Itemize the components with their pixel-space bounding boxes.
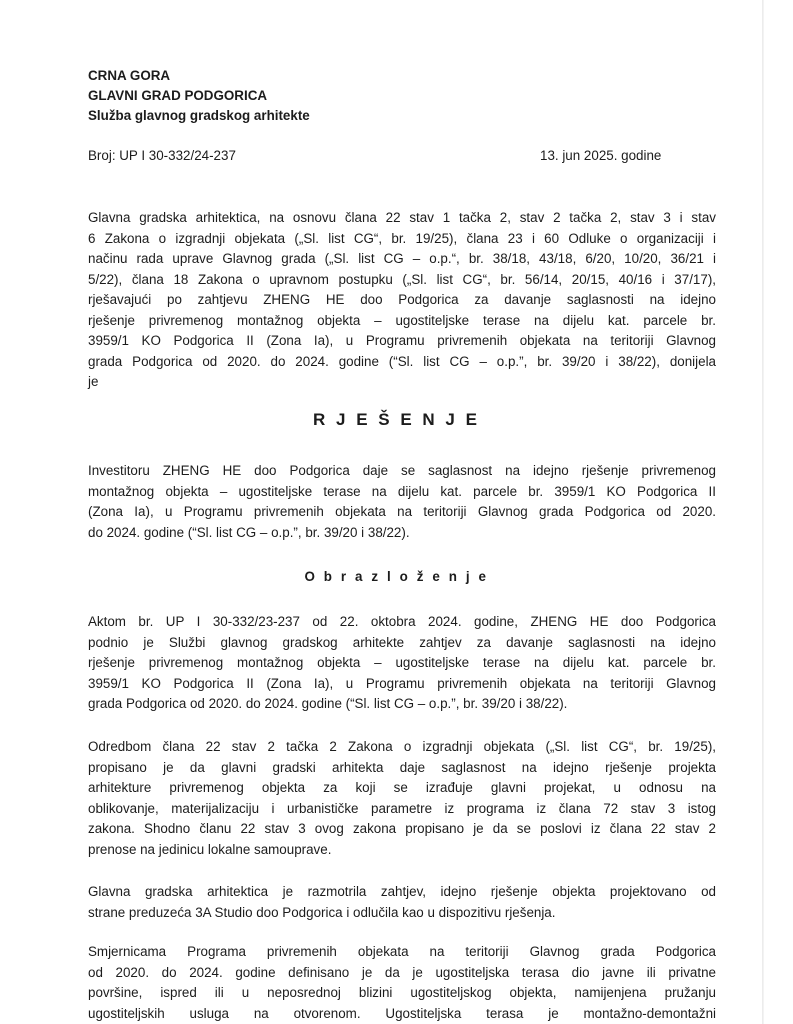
text-line: Smjernicama Programa privremenih objekata na teritoriji Glavnog grada Podgorica xyxy=(88,944,716,959)
reference-number: Broj: UP I 30-332/24-237 xyxy=(88,148,236,163)
intro-paragraph xyxy=(88,208,716,393)
text-line: ugostiteljskih usluga na otvorenom. Ugostiteljska terasa je montažno-demontažni xyxy=(88,1005,716,1021)
text-line: načinu rada uprave Glavnog grada („Sl. list CG – o.p.“, br. 38/18, 43/18, 6/20, 10/20, 36/21 i xyxy=(88,251,716,266)
text-line: arhitekture privremenog objekta za koji se izrađuje glavni projekat, u odnosu na xyxy=(88,780,716,795)
text-line: oblikovanje, materijalizaciju i urbanističke parametre iz programa iz člana 72 stav 3 istog xyxy=(88,800,716,816)
text-line: strane preduzeća 3A Studio doo Podgorica i odlučila kao u dispozitivu rješenja. xyxy=(88,904,556,920)
text-line: 3959/1 KO Podgorica II (Zona Ia), u Programu privremenih objekata na teritoriji Glavnog xyxy=(88,333,716,348)
text-line: rješenje privremenog montažnog objekta – ugostiteljske terase na dijelu kat. parcele br. xyxy=(88,655,716,670)
decision-title: R J E Š E N J E xyxy=(313,410,480,429)
reasoning-paragraph-2 xyxy=(88,737,716,860)
decision-paragraph xyxy=(88,461,716,543)
header-office: Služba glavnog gradskog arhitekte xyxy=(88,108,310,123)
text-line: (Zona Ia), u Programu privremenih objekata na teritoriji Glavnog grada Podgorica od 2020. xyxy=(88,504,716,519)
text-line: Glavna gradska arhitektica, na osnovu člana 22 stav 1 tačka 2, stav 2 tačka 2, stav 3 i stav xyxy=(88,210,716,225)
header-country: CRNA GORA xyxy=(88,68,171,83)
text-line: do 2024. godine (“Sl. list CG – o.p.”, br. 39/20 i 38/22). xyxy=(88,524,410,540)
text-line: grada Podgorica od 2020. do 2024. godine (“Sl. list CG – o.p.”, br. 39/20 i 38/22), donijela xyxy=(88,353,716,369)
text-line: propisano je da glavni gradski arhitekta daje saglasnost na idejno rješenje projekta xyxy=(88,759,716,775)
text-line: podnio je Službi glavnog gradskog arhitekte zahtjev za davanje saglasnosti na idejno xyxy=(88,634,716,650)
text-line: rješavajući po zahtjevu ZHENG HE doo Podgorica za davanje saglasnosti na idejno xyxy=(88,292,716,307)
header-city: GLAVNI GRAD PODGORICA xyxy=(88,88,268,103)
text-line: Glavna gradska arhitektica je razmotrila zahtjev, idejno rješenje objekta projektovano od xyxy=(88,884,716,899)
text-line: 3959/1 KO Podgorica II (Zona Ia), u Programu privremenih objekata na teritoriji Glavnog xyxy=(88,675,716,691)
text-line: površine, ispred ili u neposrednoj blizini ugostiteljskog objekta, namijenjena pružanju xyxy=(88,985,716,1000)
reasoning-title: O b r a z l o ž e n j e xyxy=(304,569,489,584)
document-date: 13. jun 2025. godine xyxy=(540,148,662,163)
text-line: zakona. Shodno članu 22 stav 3 ovog zakona propisano je da se poslovi iz člana 22 stav 2 xyxy=(88,821,716,836)
text-line: Investitoru ZHENG HE doo Podgorica daje se saglasnost na idejno rješenje privremenog xyxy=(88,463,716,478)
reasoning-paragraph-3 xyxy=(88,882,716,923)
text-line: grada Podgorica od 2020. do 2024. godine (“Sl. list CG – o.p.”, br. 39/20 i 38/22). xyxy=(88,696,568,711)
text-line: Aktom br. UP I 30-332/23-237 od 22. oktobra 2024. godine, ZHENG HE doo Podgorica xyxy=(88,614,716,629)
text-line: rješenje privremenog montažnog objekta – ugostiteljske terase na dijelu kat. parcele br. xyxy=(88,312,716,328)
text-line: od 2020. do 2024. godine definisano je da je ugostiteljska terasa dio javne ili privatne xyxy=(88,964,716,980)
text-line: prenose na jedinicu lokalne samouprave. xyxy=(88,841,332,857)
document-header xyxy=(88,66,310,126)
text-line: Odredbom člana 22 stav 2 tačka 2 Zakona o izgradnji objekata („Sl. list CG“, br. 19/25), xyxy=(88,739,716,754)
reasoning-paragraph-1 xyxy=(88,612,716,715)
scan-edge-line xyxy=(762,0,764,1024)
text-line: 5/22), člana 18 Zakona o upravnom postupku („Sl. list CG“, br. 56/14, 20/15, 40/16 i 37/17), xyxy=(88,271,716,287)
reasoning-paragraph-4 xyxy=(88,942,716,1024)
text-line: montažnog objekta – ugostiteljske terase na dijelu kat. parcele br. 3959/1 KO Podgorica II xyxy=(88,483,716,499)
text-line: je xyxy=(88,374,99,389)
text-line: 6 Zakona o izgradnji objekata („Sl. list CG“, br. 19/25), člana 23 i 60 Odluke o organizaciji i xyxy=(88,230,716,246)
